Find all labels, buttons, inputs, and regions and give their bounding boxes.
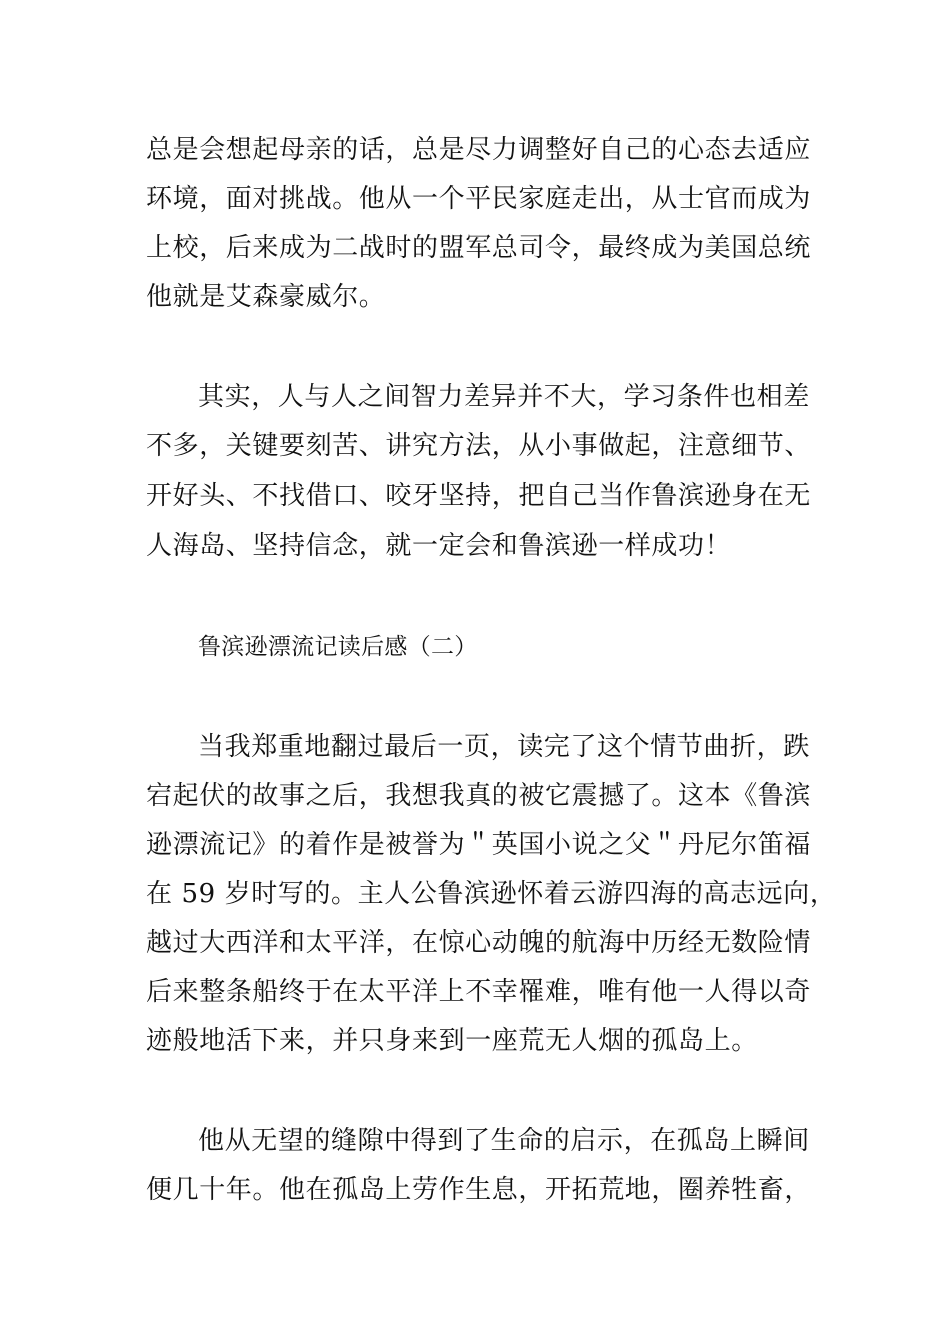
paragraph-1-line-2: 环境，面对挑战。他从一个平民家庭走出，从士官而成为 <box>146 184 812 214</box>
paragraph-2-line-3: 开好头、不找借口、咬牙坚持，把自己当作鲁滨逊身在无 <box>146 481 812 511</box>
paragraph-2-line-1: 其实，人与人之间智力差异并不大，学习条件也相差 <box>198 382 810 412</box>
paragraph-3-line-6: 后来整条船终于在太平洋上不幸罹难，唯有他一人得以奇 <box>146 977 812 1007</box>
paragraph-3-line-1: 当我郑重地翻过最后一页，读完了这个情节曲折，跌 <box>198 732 810 762</box>
paragraph-2-line-4: 人海岛、坚持信念，就一定会和鲁滨逊一样成功！ <box>146 531 732 561</box>
paragraph-2-line-2: 不多，关键要刻苦、讲究方法，从小事做起，注意细节、 <box>146 431 812 461</box>
paragraph-3-line-7: 迹般地活下来，并只身来到一座荒无人烟的孤岛上。 <box>146 1026 758 1056</box>
paragraph-1-line-3: 上校，后来成为二战时的盟军总司令，最终成为美国总统 <box>146 233 812 263</box>
paragraph-4-line-2: 便几十年。他在孤岛上劳作生息，开拓荒地，圈养牲畜， <box>146 1175 812 1205</box>
paragraph-1-line-4: 他就是艾森豪威尔。 <box>146 282 386 312</box>
paragraph-3-line-5: 越过大西洋和太平洋，在惊心动魄的航海中历经无数险情 <box>146 928 812 958</box>
paragraph-3-line-2: 宕起伏的故事之后，我想我真的被它震撼了。这本《鲁滨 <box>146 781 812 811</box>
paragraph-4-line-1: 他从无望的缝隙中得到了生命的启示，在孤岛上瞬间 <box>198 1126 810 1156</box>
paragraph-3-line-3: 逊漂流记》的着作是被誉为＂英国小说之父＂丹尼尔笛福 <box>146 830 812 860</box>
section-heading: 鲁滨逊漂流记读后感（二） <box>198 634 478 660</box>
paragraph-1-line-1: 总是会想起母亲的话，总是尽力调整好自己的心态去适应 <box>146 135 812 165</box>
paragraph-3-line-4: 在 59 岁时写的。主人公鲁滨逊怀着云游四海的高志远向， <box>146 879 837 909</box>
